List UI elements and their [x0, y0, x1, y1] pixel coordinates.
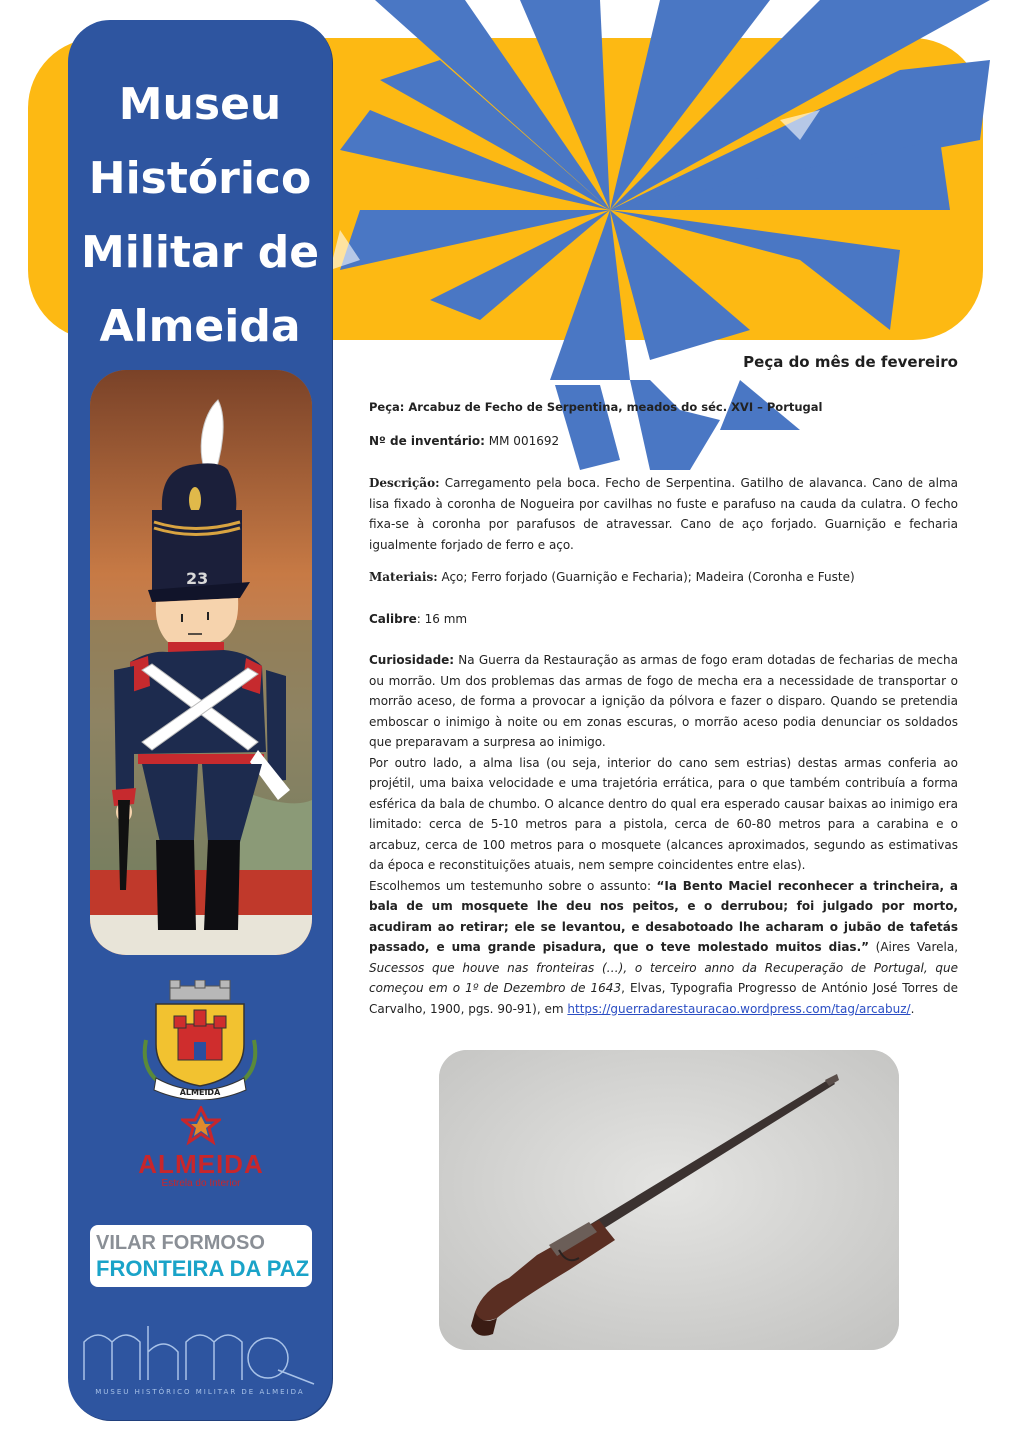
description-paragraph [369, 473, 958, 555]
materials-label: Materiais: [369, 570, 438, 584]
citation-link[interactable]: https://guerradarestauracao.wordpress.com/tag/arcabuz/ [567, 1001, 911, 1016]
caliber-text: : 16 mm [416, 612, 468, 626]
museum-title-line: Histórico [88, 153, 312, 204]
museum-title-line: Militar de [80, 227, 320, 278]
mhm-caption: MUSEU HISTÓRICO MILITAR DE ALMEIDA [95, 1388, 305, 1396]
star-emblem-icon [181, 1106, 221, 1146]
vilar-formoso-text: VILAR FORMOSO [96, 1232, 265, 1254]
materials-line [369, 567, 855, 588]
fronteira-da-paz-text: FRONTEIRA DA PAZ [96, 1256, 310, 1281]
inventory-label: Nº de inventário: [369, 434, 485, 448]
citation-author: (Aires Varela, [869, 940, 959, 954]
museum-title [68, 68, 332, 364]
citation-title: Sucessos que houve nas fronteiras (…), o terceiro anno da Recuperação de Portugal, que começou em o 1º de Dezembro de 1643 [369, 960, 958, 995]
quote-paragraph [369, 876, 958, 1020]
crest-label: ALMEIDA [179, 1088, 221, 1097]
museum-title-line: Museu [118, 79, 282, 130]
sidebar [68, 20, 332, 1420]
mhm-monogram-logo [78, 1320, 322, 1386]
curiosity-paragraph-2: Por outro lado, a alma lisa (ou seja, interior do cano sem estrias) destas armas conferia ao projétil, uma baixa velocidade e uma trajetória errática, para o que também contribuía a forma esférica da bala de chumbo. O alcance dentro do qual era esperado causar baixas ao inimigo era limitado: cerca de 5-10 metros para a pistola, cerca de 60-80 metros para a carabina e o arcabuz, cerca de 100 metros para o mosquete (alcances aproximados, segundo as estimativas da época e reconstituições atuais, nem sempre coincidentes entre elas). [369, 755, 958, 872]
quote-intro: Escolhemos um testemunho sobre o assunto: [369, 878, 657, 893]
materials-text: Aço; Ferro forjado (Guarnição e Fecharia); Madeira (Coronha e Fuste) [437, 570, 855, 584]
quote-text: “Ia Bento Maciel reconhecer a trincheira, a bala de um mosquete lhe deu nos peitos, e o derrubou; foi julgado por morto, acudiram ao retirar; ele se levantou, e desabotoado lhe acharam o jubão de tafetás passado, e uma grande pisadura, que o teve molestado muitos dias.” [369, 878, 958, 954]
citation-rest: , Elvas, Typografia Progresso de António José Torres de Carvalho, 1900, pgs. 90-91), em [369, 981, 959, 1016]
inventory-line [369, 431, 559, 452]
curiosity-section [369, 650, 958, 1019]
citation-end: . [910, 1001, 915, 1016]
inventory-value: MM 001692 [484, 434, 560, 448]
piece-title: Peça: Arcabuz de Fecho de Serpentina, meados do séc. XVI – Portugal [369, 400, 823, 414]
arquebus-image [439, 1050, 899, 1350]
almeida-logo-tagline: Estrela do Interior [161, 1178, 241, 1189]
arquebus-photo [439, 1050, 899, 1350]
description-text: Carregamento pela boca. Fecho de Serpentina. Gatilho de alavanca. Cano de alma lisa fixado à coronha de Nogueira por cavilhas no fuste e parafuso na cauda da culatra. O fecho fixa-se à coronha por parafusos de atravessar. Cano de aço forjado. Guarnição e fecharia igualmente forjado de ferro e aço. [369, 476, 958, 552]
curiosity-label: Curiosidade: [369, 653, 455, 667]
month-label: Peça do mês de fevereiro [743, 353, 958, 371]
description-label: Descrição: [369, 476, 440, 490]
almeida-crest [142, 980, 258, 1100]
curiosity-paragraph-1 [369, 650, 958, 753]
soldier-illustration [90, 370, 312, 955]
almeida-estrela-logo [126, 1106, 276, 1190]
caliber-line [369, 609, 467, 630]
soldier-illustration-panel [90, 370, 312, 955]
shako-badge: 23 [186, 569, 209, 588]
almeida-logo-word: ALMEIDA [138, 1149, 264, 1179]
caliber-label: Calibre [369, 612, 417, 626]
museum-title-line: Almeida [99, 301, 301, 352]
curiosity-text-1: Na Guerra da Restauração as armas de fogo eram dotadas de fecharias de mecha ou morrão. Um dos problemas das armas de fogo de mecha era a necessidade de transportar o morrão aceso, de forma a provocar a ignição da pólvora e fazer o disparo. Quando se pretendia emboscar o inimigo à noite ou em zonas escuras, o morrão aceso podia denunciar os soldados que preparavam a surpresa ao inimigo. [369, 653, 958, 749]
vilar-formoso-logo [90, 1225, 312, 1287]
